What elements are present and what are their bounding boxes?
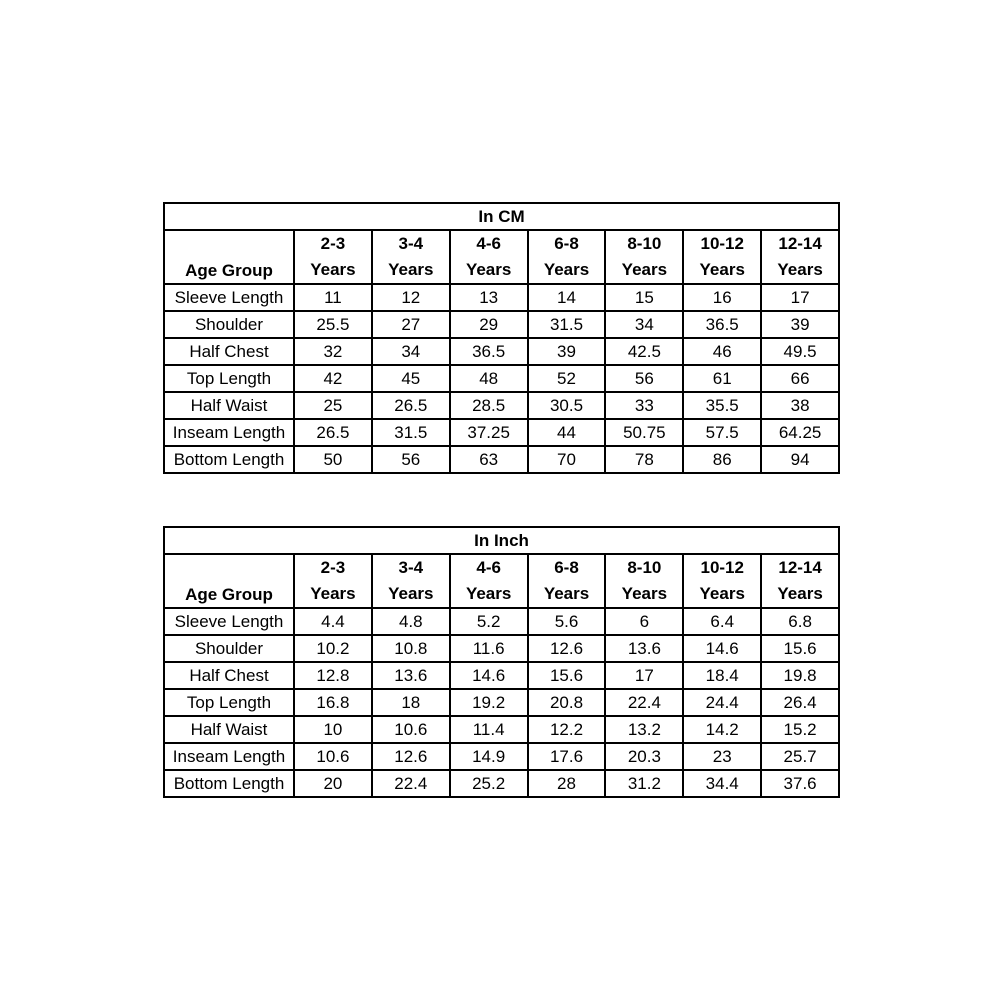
age-unit: Years	[388, 584, 434, 603]
table-cell: 30.5	[528, 392, 606, 419]
table-row	[164, 284, 839, 311]
row-label: Sleeve Length	[164, 608, 294, 635]
age-column-header	[294, 230, 372, 284]
row-label: Inseam Length	[164, 419, 294, 446]
age-unit: Years	[699, 584, 745, 603]
table-cell: 50.75	[605, 419, 683, 446]
row-label: Half Chest	[164, 338, 294, 365]
table-row	[164, 419, 839, 446]
table-cell: 42.5	[605, 338, 683, 365]
age-column-header	[450, 554, 528, 608]
table-cell: 17.6	[528, 743, 606, 770]
age-unit: Years	[621, 584, 668, 603]
age-column-header	[683, 554, 761, 608]
table-cell: 56	[372, 446, 450, 473]
age-range: 4-6	[476, 234, 501, 253]
table-row	[164, 446, 839, 473]
table-cell: 26.5	[372, 392, 450, 419]
table-cell: 13.6	[372, 662, 450, 689]
table-cell: 14.2	[683, 716, 761, 743]
table-row	[164, 392, 839, 419]
table-row	[164, 770, 839, 797]
table-cell: 42	[294, 365, 372, 392]
table-cell: 25.5	[294, 311, 372, 338]
age-column-header	[294, 554, 372, 608]
age-column-header	[761, 554, 839, 608]
table-cell: 5.2	[450, 608, 528, 635]
age-group-label: Age Group	[164, 554, 294, 608]
table-row	[164, 662, 839, 689]
table-cell: 6.8	[761, 608, 839, 635]
table-cell: 19.8	[761, 662, 839, 689]
table-cell: 11.4	[450, 716, 528, 743]
age-unit: Years	[465, 260, 512, 279]
table-cell: 78	[605, 446, 683, 473]
age-unit: Years	[310, 260, 356, 279]
table-cell: 64.25	[761, 419, 839, 446]
table-cell: 36.5	[683, 311, 761, 338]
table-cell: 37.6	[761, 770, 839, 797]
table-body	[164, 284, 839, 473]
table-cell: 36.5	[450, 338, 528, 365]
age-unit: Years	[777, 584, 823, 603]
table-row	[164, 608, 839, 635]
table-cell: 29	[450, 311, 528, 338]
table-cell: 86	[683, 446, 761, 473]
table-cell: 15.6	[761, 635, 839, 662]
table-row	[164, 338, 839, 365]
table-cell: 35.5	[683, 392, 761, 419]
table-cell: 94	[761, 446, 839, 473]
row-label: Shoulder	[164, 311, 294, 338]
age-unit: Years	[465, 584, 512, 603]
age-range: 3-4	[398, 558, 424, 577]
age-unit: Years	[388, 260, 434, 279]
table-cell: 6.4	[683, 608, 761, 635]
table-cell: 33	[605, 392, 683, 419]
table-cell: 50	[294, 446, 372, 473]
table-cell: 31.2	[605, 770, 683, 797]
table-cell: 10.6	[294, 743, 372, 770]
table-cell: 25.7	[761, 743, 839, 770]
table-cell: 28	[528, 770, 606, 797]
table-cell: 17	[761, 284, 839, 311]
table-cell: 17	[605, 662, 683, 689]
row-label: Bottom Length	[164, 770, 294, 797]
table-cell: 28.5	[450, 392, 528, 419]
header-row	[164, 554, 839, 608]
size-table-inch	[163, 526, 840, 798]
table-cell: 39	[761, 311, 839, 338]
table-cell: 10	[294, 716, 372, 743]
table-cell: 6	[605, 608, 683, 635]
table-cell: 63	[450, 446, 528, 473]
table-cell: 25.2	[450, 770, 528, 797]
age-column-header	[372, 554, 450, 608]
age-range: 12-14	[778, 234, 822, 253]
row-label: Inseam Length	[164, 743, 294, 770]
table-row	[164, 689, 839, 716]
table-cell: 56	[605, 365, 683, 392]
table-cell: 45	[372, 365, 450, 392]
table-cell: 22.4	[372, 770, 450, 797]
age-column-header	[683, 230, 761, 284]
row-label: Half Waist	[164, 392, 294, 419]
table-title: In Inch	[164, 527, 839, 554]
table-cell: 34	[605, 311, 683, 338]
table-cell: 24.4	[683, 689, 761, 716]
table-cell: 46	[683, 338, 761, 365]
table-cell: 34	[372, 338, 450, 365]
age-column-header	[372, 230, 450, 284]
age-unit: Years	[543, 584, 590, 603]
table-cell: 12.8	[294, 662, 372, 689]
table-cell: 23	[683, 743, 761, 770]
table-cell: 14.9	[450, 743, 528, 770]
table-cell: 48	[450, 365, 528, 392]
age-unit: Years	[310, 584, 356, 603]
table-body	[164, 608, 839, 797]
age-range: 8-10	[627, 558, 662, 577]
age-range: 2-3	[320, 558, 346, 577]
table-row	[164, 635, 839, 662]
table-cell: 32	[294, 338, 372, 365]
row-label: Top Length	[164, 365, 294, 392]
table-cell: 31.5	[372, 419, 450, 446]
table-cell: 18.4	[683, 662, 761, 689]
table-cell: 34.4	[683, 770, 761, 797]
table-cell: 10.2	[294, 635, 372, 662]
table-cell: 16	[683, 284, 761, 311]
table-cell: 26.4	[761, 689, 839, 716]
table-cell: 49.5	[761, 338, 839, 365]
age-group-label: Age Group	[164, 230, 294, 284]
age-column-header	[605, 554, 683, 608]
table-row	[164, 311, 839, 338]
size-table-cm	[163, 202, 840, 474]
age-range: 12-14	[778, 558, 822, 577]
table-cell: 70	[528, 446, 606, 473]
table-cell: 15.2	[761, 716, 839, 743]
age-column-header	[528, 230, 606, 284]
table-cell: 25	[294, 392, 372, 419]
age-range: 3-4	[398, 234, 424, 253]
header-row	[164, 230, 839, 284]
table-cell: 20.8	[528, 689, 606, 716]
table-cell: 26.5	[294, 419, 372, 446]
table-cell: 14	[528, 284, 606, 311]
table-cell: 27	[372, 311, 450, 338]
table-cell: 11.6	[450, 635, 528, 662]
age-range: 6-8	[554, 558, 579, 577]
table-cell: 5.6	[528, 608, 606, 635]
row-label: Sleeve Length	[164, 284, 294, 311]
table-cell: 10.8	[372, 635, 450, 662]
age-column-header	[528, 554, 606, 608]
table-cell: 19.2	[450, 689, 528, 716]
table-cell: 14.6	[683, 635, 761, 662]
row-label: Half Waist	[164, 716, 294, 743]
table-cell: 22.4	[605, 689, 683, 716]
table-cell: 39	[528, 338, 606, 365]
row-label: Shoulder	[164, 635, 294, 662]
table-cell: 66	[761, 365, 839, 392]
table-cell: 13.2	[605, 716, 683, 743]
table-cell: 38	[761, 392, 839, 419]
age-column-header	[605, 230, 683, 284]
table-cell: 57.5	[683, 419, 761, 446]
table-cell: 12.2	[528, 716, 606, 743]
table-title: In CM	[164, 203, 839, 230]
table-cell: 15	[605, 284, 683, 311]
table-cell: 4.4	[294, 608, 372, 635]
age-column-header	[450, 230, 528, 284]
table-cell: 52	[528, 365, 606, 392]
table-cell: 15.6	[528, 662, 606, 689]
row-label: Bottom Length	[164, 446, 294, 473]
table-cell: 14.6	[450, 662, 528, 689]
table-cell: 12.6	[372, 743, 450, 770]
age-column-header	[761, 230, 839, 284]
table-row	[164, 365, 839, 392]
table-cell: 20	[294, 770, 372, 797]
table-cell: 12.6	[528, 635, 606, 662]
age-range: 8-10	[627, 234, 662, 253]
table-cell: 20.3	[605, 743, 683, 770]
table-cell: 11	[294, 284, 372, 311]
table-cell: 44	[528, 419, 606, 446]
age-range: 10-12	[700, 558, 744, 577]
table-cell: 4.8	[372, 608, 450, 635]
table-cell: 18	[372, 689, 450, 716]
age-unit: Years	[543, 260, 590, 279]
age-range: 4-6	[476, 558, 501, 577]
row-label: Top Length	[164, 689, 294, 716]
table-row	[164, 716, 839, 743]
table-cell: 12	[372, 284, 450, 311]
table-cell: 13.6	[605, 635, 683, 662]
age-unit: Years	[699, 260, 745, 279]
table-cell: 13	[450, 284, 528, 311]
row-label: Half Chest	[164, 662, 294, 689]
table-row	[164, 743, 839, 770]
age-unit: Years	[621, 260, 668, 279]
age-range: 10-12	[700, 234, 744, 253]
age-range: 6-8	[554, 234, 579, 253]
table-cell: 10.6	[372, 716, 450, 743]
table-cell: 61	[683, 365, 761, 392]
age-range: 2-3	[320, 234, 346, 253]
age-unit: Years	[777, 260, 823, 279]
table-cell: 31.5	[528, 311, 606, 338]
table-cell: 37.25	[450, 419, 528, 446]
table-cell: 16.8	[294, 689, 372, 716]
